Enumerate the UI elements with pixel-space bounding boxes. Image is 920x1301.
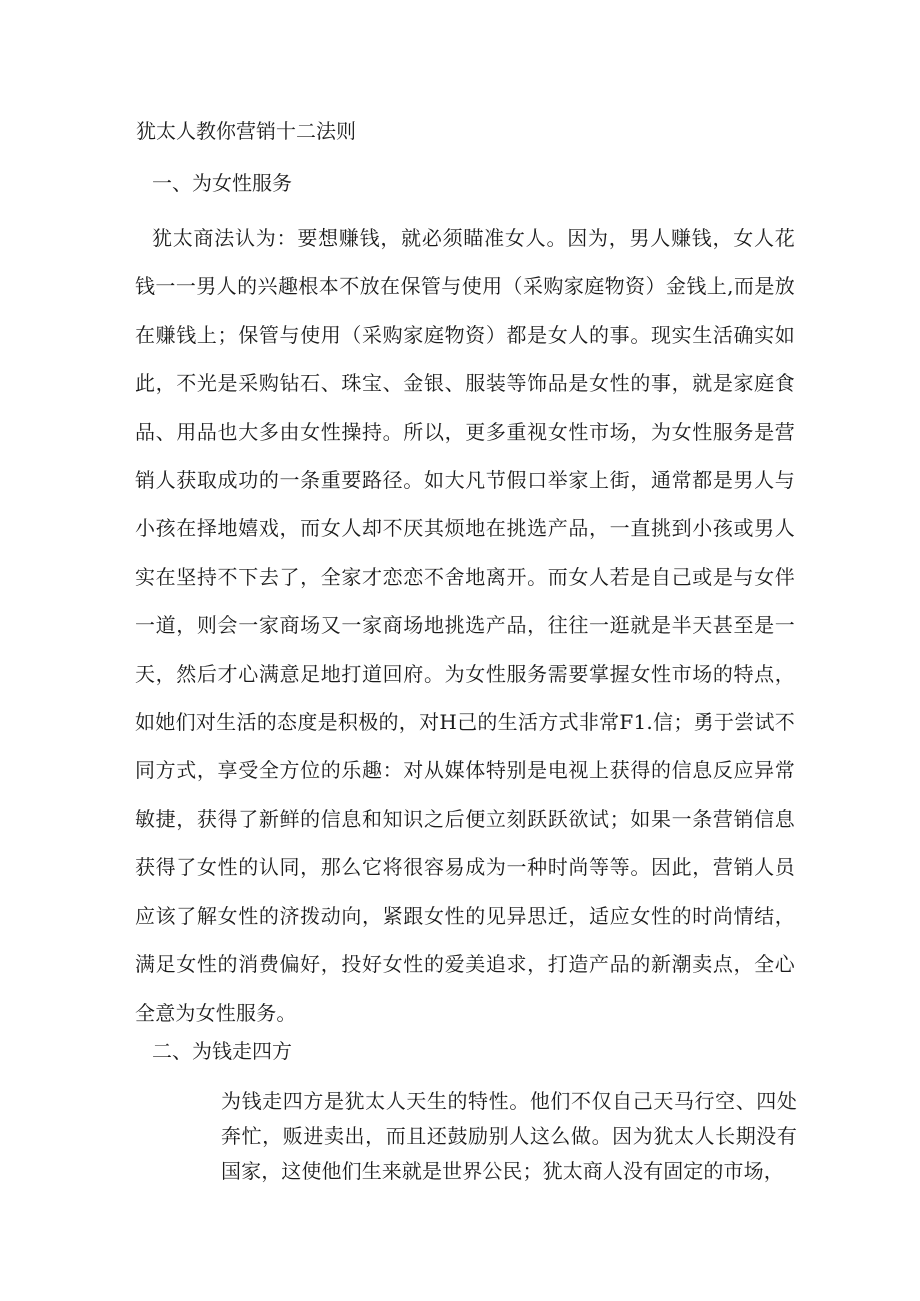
document-title: 犹太人教你营销十二法则 (136, 119, 356, 143)
section-2-paragraph: 为钱走四方是犹太人天生的特性。他们不仅自己天马行空、四处奔忙，贩进卖出，而且还鼓励别人这么做。因为犹太人长期没有国家，这使他们生来就是世界公民；犹太商人没有固定的市场， (221, 1089, 797, 1183)
section-heading-2: 二、为钱走四方 (152, 1039, 292, 1063)
section-heading-1: 一、为女性服务 (152, 171, 292, 195)
section-1-paragraph: 犹太商法认为：要想赚钱，就必须瞄准女人。因为，男人赚钱，女人花钱一一男人的兴趣根本不放在保管与使用（采购家庭物资）金钱上,而是放在赚钱上；保管与使用（采购家庭物资）都是女人的事。现实生活确实如此，不光是采购钻石、珠宝、金银、服装等饰品是女性的事，就是家庭食品、用品也大多由女性操持。所以，更多重视女性市场，为女性服务是营销人获取成功的一条重要路径。如大凡节假口举家上街，通常都是男人与小孩在择地嬉戏，而女人却不厌其烦地在挑选产品，一直挑到小孩或男人实在坚持不下去了，全家才恋恋不舍地离开。而女人若是自己或是与女伴一道，则会一家商场又一家商场地挑选产品，往往一逛就是半天甚至是一天，然后才心满意足地打道回府。为女性服务需要掌握女性市场的特点，如她们对生活的态度是积极的，对H己的生活方式非常F1.信；勇于尝试不同方式，享受全方位的乐趣：对从媒体特别是电视上获得的信息反应异常敏捷，获得了新鲜的信息和知识之后便立刻跃跃欲试；如果一条营销信息获得了女性的认同，那么它将很容易成为一种时尚等等。因此，营销人员应该了解女性的济拨动向，紧跟女性的见异思迁，适应女性的时尚情结，满足女性的消费偏好，投好女性的爱美追求，打造产品的新潮卖点，全心全意为女性服务。 (135, 226, 795, 1025)
